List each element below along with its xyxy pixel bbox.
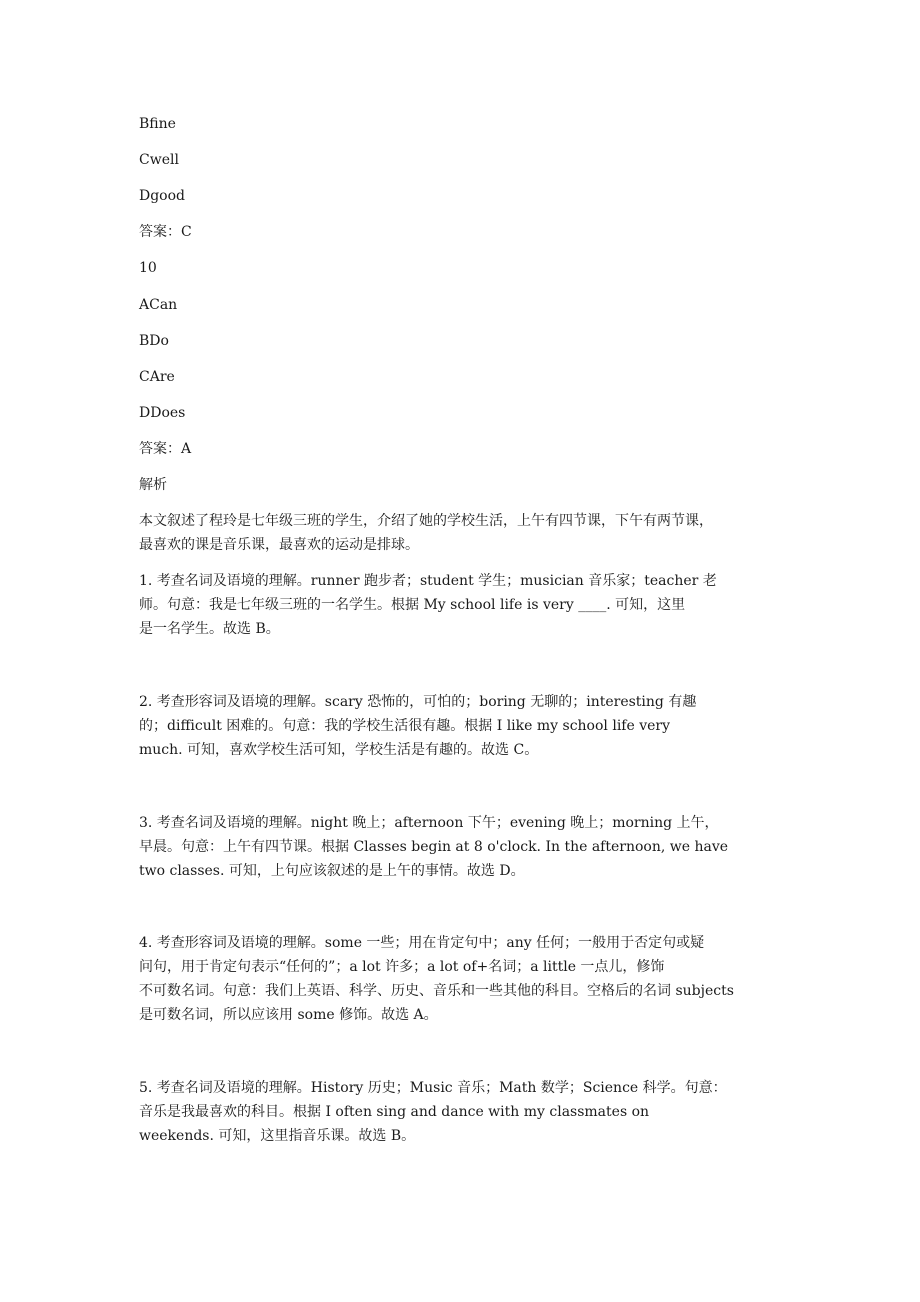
option-c: CAre	[139, 369, 175, 385]
analysis-item-5	[139, 1076, 829, 1148]
analysis-line: 1. 考查名词及语境的理解。runner 跑步者；student 学生；musician 音乐家；teacher 老	[139, 573, 717, 589]
analysis-line: 3. 考查名词及语境的理解。night 晚上；afternoon 下午；evening 晚上；morning 上午，	[139, 815, 719, 831]
analysis-item-4	[139, 931, 829, 1027]
summary-line: 本文叙述了程玲是七年级三班的学生，介绍了她的学校生活，上午有四节课，下午有两节课，	[139, 513, 713, 529]
analysis-line: weekends. 可知，这里指音乐课。故选 B。	[139, 1128, 416, 1144]
analysis-item-1	[139, 569, 829, 641]
analysis-line: 5. 考查名词及语境的理解。History 历史；Music 音乐；Math 数学；Science 科学。句意：	[139, 1080, 727, 1096]
option-d: Dgood	[139, 188, 186, 204]
analysis-line: much. 可知，喜欢学校生活可知，学校生活是有趣的。故选 C。	[139, 742, 539, 758]
option-a: ACan	[139, 297, 178, 313]
summary-line: 最喜欢的课是音乐课，最喜欢的运动是排球。	[139, 537, 419, 553]
analysis-item-2	[139, 690, 829, 762]
analysis-line: 师。句意：我是七年级三班的一名学生。根据 My school life is very ____. 可知，这里	[139, 597, 686, 613]
analysis-line: 2. 考查形容词及语境的理解。scary 恐怖的，可怕的；boring 无聊的；interesting 有趣	[139, 694, 697, 710]
analysis-line: 音乐是我最喜欢的科目。根据 I often sing and dance with my classmates on	[139, 1104, 650, 1120]
option-d: DDoes	[139, 405, 186, 421]
analysis-line: 早晨。句意：上午有四节课。根据 Classes begin at 8 o'clock. In the afternoon, we have	[139, 839, 729, 855]
analysis-heading: 解析	[139, 477, 167, 493]
analysis-summary	[139, 509, 829, 557]
question-number: 10	[139, 260, 157, 276]
analysis-line: 是可数名词，所以应该用 some 修饰。故选 A。	[139, 1007, 438, 1023]
analysis-line: 是一名学生。故选 B。	[139, 621, 280, 637]
analysis-line: 的；difficult 困难的。句意：我的学校生活很有趣。根据 I like my school life very	[139, 718, 671, 734]
option-b: Bfine	[139, 116, 176, 132]
analysis-line: 不可数名词。句意：我们上英语、科学、历史、音乐和一些其他的科目。空格后的名词 subjects	[139, 983, 734, 999]
analysis-line: 问句，用于肯定句表示“任何的”；a lot 许多；a lot of+名词；a little 一点儿，修饰	[139, 959, 665, 975]
option-c: Cwell	[139, 152, 179, 168]
analysis-line: 4. 考查形容词及语境的理解。some 一些；用在肯定句中；any 任何；一般用于否定句或疑	[139, 935, 705, 951]
analysis-line: two classes. 可知，上句应该叙述的是上午的事情。故选 D。	[139, 863, 525, 879]
answer-line: 答案：C	[139, 224, 192, 240]
option-b: BDo	[139, 333, 169, 349]
answer-line: 答案：A	[139, 441, 192, 457]
analysis-item-3	[139, 811, 829, 883]
